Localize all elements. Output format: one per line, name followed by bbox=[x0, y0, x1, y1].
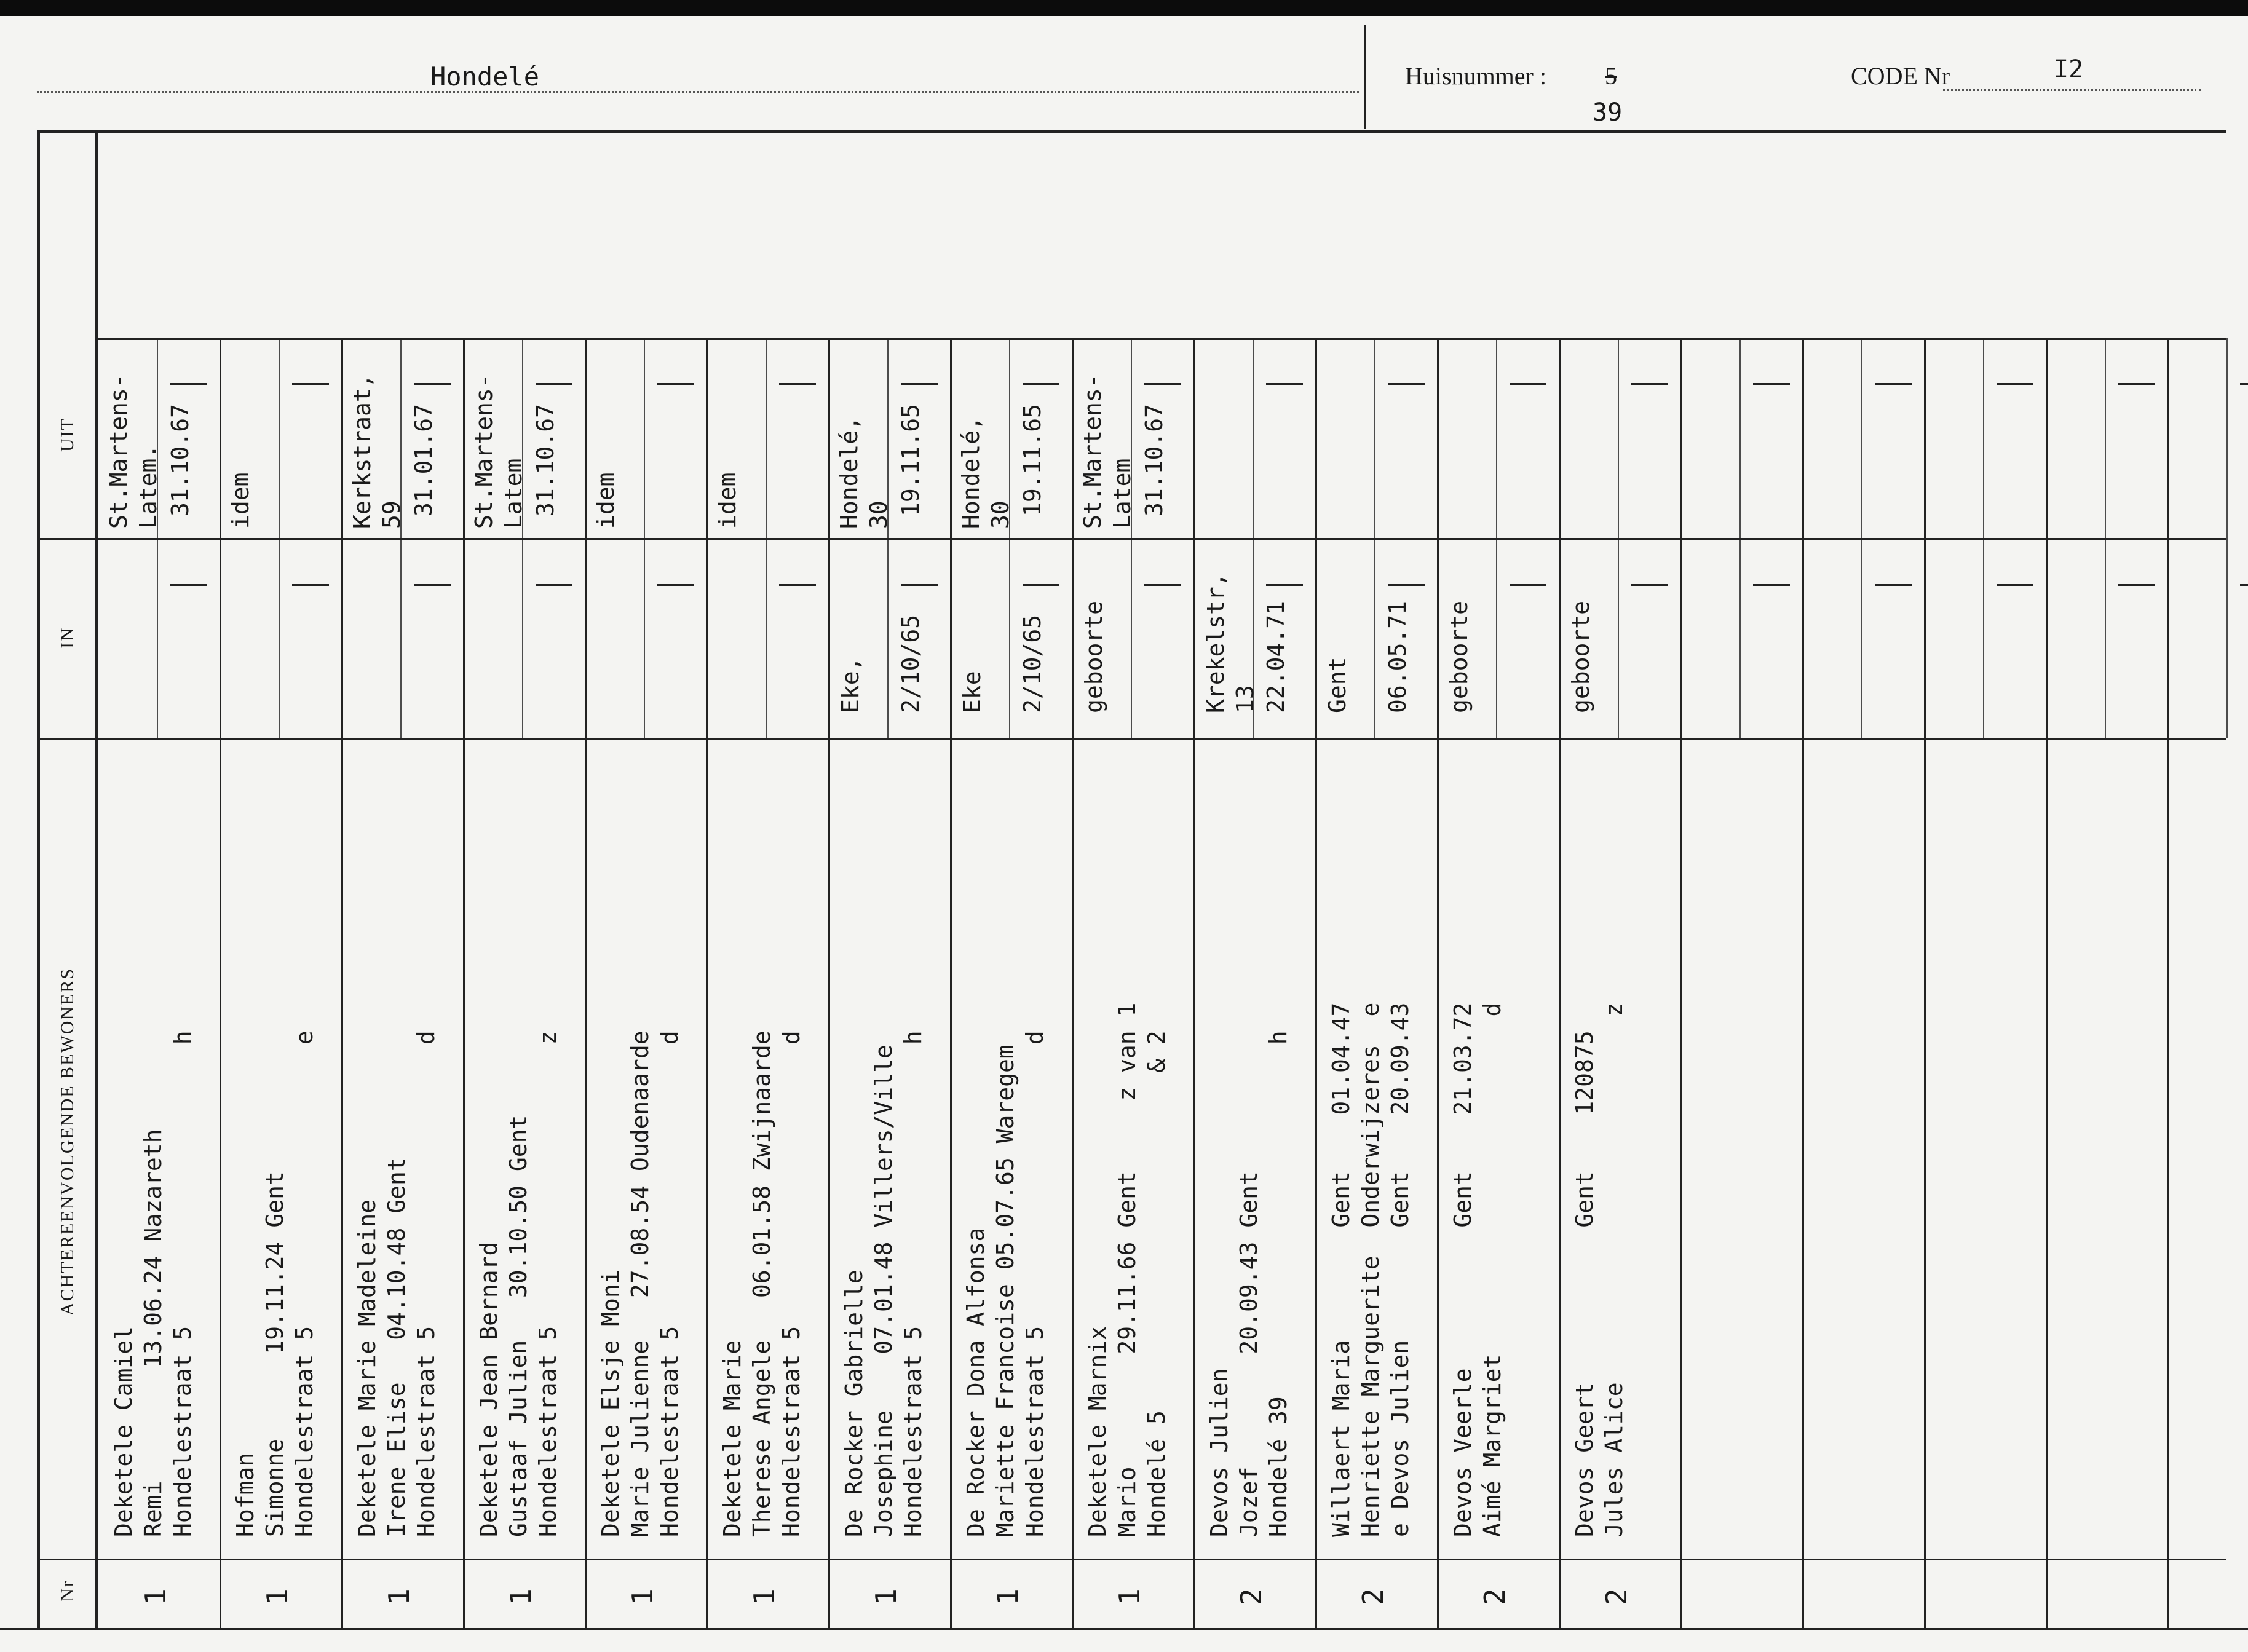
bewoners-nr-divider bbox=[37, 1559, 2226, 1560]
in-dash bbox=[414, 584, 451, 586]
in-dash bbox=[1144, 584, 1181, 586]
column-divider bbox=[1315, 338, 1317, 1629]
code-dotted-line bbox=[1943, 89, 2201, 91]
uit-date: 31.10.67 bbox=[167, 403, 194, 516]
in-date: 2/10/65 bbox=[1019, 614, 1046, 713]
column-divider bbox=[828, 338, 830, 1629]
street-dotted-line bbox=[37, 91, 1359, 93]
sub-divider bbox=[766, 338, 767, 738]
uit-place: idem bbox=[714, 472, 741, 529]
resident-details: Willaert Maria Gent 01.04.47 Henriette Marguerite Onderwijzeres e e Devos Julien Gent 20.09.43 bbox=[1328, 1002, 1414, 1537]
resident-details: De Rocker Gabrielle Josephine 07.01.48 Villers/Ville Hondelestraat 5 h bbox=[841, 1030, 927, 1537]
in-date: 2/10/65 bbox=[897, 614, 924, 713]
uit-dash bbox=[2240, 383, 2248, 385]
uit-place: St.Martens- Latem bbox=[1079, 374, 1136, 529]
resident-details: Devos Julien Jozef 20.09.43 Gent Hondelé 39 h bbox=[1206, 1030, 1292, 1537]
sub-divider bbox=[279, 338, 280, 738]
resident-nr: 2 bbox=[1356, 1588, 1390, 1605]
resident-nr: 1 bbox=[991, 1588, 1024, 1605]
resident-details: Deketele Elsje Moni Marie Julienne 27.08.54 Oudenaarde Hondelestraat 5 d bbox=[597, 1030, 683, 1537]
uit-top-line bbox=[95, 338, 2226, 340]
street-name: Hondelé bbox=[430, 61, 540, 92]
column-divider bbox=[950, 338, 952, 1629]
column-divider bbox=[2046, 338, 2048, 1629]
resident-details: Devos Geert Gent 120875 Jules Alice z bbox=[1571, 1002, 1628, 1537]
column-divider bbox=[1559, 338, 1561, 1629]
uit-place: idem bbox=[592, 472, 619, 529]
resident-nr: 1 bbox=[747, 1588, 781, 1605]
uit-dash bbox=[1266, 383, 1303, 385]
column-divider bbox=[585, 338, 587, 1629]
sub-divider bbox=[1983, 338, 1984, 738]
resident-nr: 1 bbox=[504, 1588, 537, 1605]
uit-place: Hondelé, 30 bbox=[957, 416, 1014, 529]
uit-dash bbox=[1023, 383, 1059, 385]
resident-details: Devos Veerle Gent 21.03.72 Aimé Margriet d bbox=[1449, 1002, 1506, 1537]
column-divider bbox=[341, 338, 343, 1629]
in-dash bbox=[1388, 584, 1425, 586]
uit-dash bbox=[779, 383, 816, 385]
nr-column-label: Nr bbox=[57, 1579, 77, 1602]
resident-nr: 1 bbox=[382, 1588, 416, 1605]
column-divider bbox=[706, 338, 708, 1629]
bewoners-column-label: ACHTEREENVOLGENDE BEWONERS bbox=[57, 967, 77, 1316]
in-dash bbox=[1023, 584, 1059, 586]
in-place: geboorte bbox=[1080, 600, 1107, 713]
sub-divider bbox=[2226, 338, 2228, 738]
in-dash bbox=[1997, 584, 2033, 586]
sub-divider bbox=[887, 338, 889, 738]
resident-nr: 1 bbox=[138, 1588, 172, 1605]
uit-place: St.Martens- Latem bbox=[470, 374, 527, 529]
column-divider bbox=[1802, 338, 1804, 1629]
in-bewoners-divider bbox=[37, 738, 2226, 740]
uit-dash bbox=[1753, 383, 1790, 385]
table-top-border bbox=[37, 130, 2226, 133]
sub-divider bbox=[1739, 338, 1741, 738]
sub-divider bbox=[1009, 338, 1010, 738]
in-place: Krekelstr, 13 bbox=[1202, 572, 1259, 713]
in-dash bbox=[170, 584, 207, 586]
in-dash bbox=[657, 584, 694, 586]
resident-nr: 1 bbox=[1112, 1588, 1146, 1605]
resident-nr: 2 bbox=[1234, 1588, 1268, 1605]
resident-nr: 2 bbox=[1599, 1588, 1633, 1605]
huisnummer-new: 39 bbox=[1593, 98, 1623, 127]
in-place: Gent bbox=[1324, 657, 1351, 713]
uit-place: St.Martens- Latem. bbox=[105, 374, 162, 529]
code-value: I2 bbox=[2054, 55, 2084, 84]
resident-details: Deketele Marie Madeleine Irene Elise 04.10.48 Gent Hondelestraat 5 d bbox=[354, 1030, 440, 1537]
uit-dash bbox=[414, 383, 451, 385]
in-place: geboorte bbox=[1446, 600, 1473, 713]
uit-dash bbox=[901, 383, 938, 385]
uit-date: 31.10.67 bbox=[532, 403, 559, 516]
huisnummer-old: 5 bbox=[1605, 62, 1617, 90]
resident-nr: 2 bbox=[1478, 1588, 1511, 1605]
in-dash bbox=[1753, 584, 1790, 586]
code-label: CODE Nr bbox=[1851, 62, 1950, 90]
sub-divider bbox=[1496, 338, 1497, 738]
resident-details: Deketele Marnix Mario 29.11.66 Gent z van 1 Hondelé 5 & 2 bbox=[1084, 1002, 1170, 1537]
uit-column-label: UIT bbox=[57, 417, 77, 452]
sub-divider bbox=[1861, 338, 1862, 738]
table-left-border bbox=[37, 130, 40, 1630]
uit-dash bbox=[1875, 383, 1912, 385]
uit-dash bbox=[536, 383, 572, 385]
resident-details: Hofman Simonne 19.11.24 Gent Hondelestraat 5 e bbox=[232, 1030, 318, 1537]
in-dash bbox=[536, 584, 572, 586]
column-divider bbox=[1193, 338, 1195, 1629]
uit-date: 19.11.65 bbox=[897, 403, 924, 516]
resident-details: Deketele Camiel Remi 13.06.24 Nazareth Hondelestraat 5 h bbox=[110, 1030, 196, 1537]
resident-details: De Rocker Dona Alfonsa Mariette Francoise 05.07.65 Waregem Hondelestraat 5 d bbox=[962, 1030, 1048, 1537]
in-date: 22.04.71 bbox=[1262, 600, 1289, 713]
sub-divider bbox=[1618, 338, 1619, 738]
in-place: Eke, bbox=[837, 657, 864, 713]
uit-place: Hondelé, 30 bbox=[836, 416, 892, 529]
in-dash bbox=[901, 584, 938, 586]
uit-date: 31.10.67 bbox=[1141, 403, 1168, 516]
in-dash bbox=[1631, 584, 1668, 586]
sub-divider bbox=[1374, 338, 1375, 738]
uit-place: idem bbox=[227, 472, 254, 529]
in-dash bbox=[1266, 584, 1303, 586]
huisnummer-label: Huisnummer : bbox=[1405, 62, 1546, 90]
column-divider bbox=[2167, 338, 2169, 1629]
resident-nr: 1 bbox=[869, 1588, 903, 1605]
sub-divider bbox=[644, 338, 645, 738]
uit-date: 19.11.65 bbox=[1019, 403, 1046, 516]
uit-dash bbox=[292, 383, 329, 385]
uit-dash bbox=[170, 383, 207, 385]
in-dash bbox=[1510, 584, 1546, 586]
column-divider bbox=[1072, 338, 1074, 1629]
in-dash bbox=[2118, 584, 2155, 586]
resident-nr: 1 bbox=[260, 1588, 294, 1605]
column-divider bbox=[1924, 338, 1926, 1629]
uit-dash bbox=[1388, 383, 1425, 385]
label-column-divider bbox=[95, 130, 98, 1630]
column-divider bbox=[1680, 338, 1682, 1629]
uit-dash bbox=[1997, 383, 2033, 385]
uit-dash bbox=[657, 383, 694, 385]
uit-dash bbox=[1631, 383, 1668, 385]
in-place: geboorte bbox=[1567, 600, 1594, 713]
resident-details: Deketele Marie Therese Angele 06.01.58 Zwijnaarde Hondelestraat 5 d bbox=[719, 1030, 805, 1537]
sub-divider bbox=[2105, 338, 2106, 738]
header-divider bbox=[1364, 25, 1366, 129]
resident-nr: 1 bbox=[625, 1588, 659, 1605]
uit-place: Kerkstraat, 59 bbox=[349, 374, 405, 529]
column-divider bbox=[1437, 338, 1439, 1629]
uit-date: 31.01.67 bbox=[410, 403, 437, 516]
in-dash bbox=[292, 584, 329, 586]
in-column-label: IN bbox=[57, 626, 77, 649]
resident-details: Deketele Jean Bernard Gustaaf Julien 30.10.50 Gent Hondelestraat 5 z bbox=[475, 1030, 561, 1537]
in-dash bbox=[2240, 584, 2248, 586]
scan-top-border bbox=[0, 0, 2248, 16]
uit-dash bbox=[1144, 383, 1181, 385]
column-divider bbox=[220, 338, 221, 1629]
column-divider bbox=[463, 338, 465, 1629]
in-dash bbox=[779, 584, 816, 586]
uit-dash bbox=[1510, 383, 1546, 385]
in-dash bbox=[1875, 584, 1912, 586]
in-date: 06.05.71 bbox=[1384, 600, 1411, 713]
table-bottom-border bbox=[0, 1628, 2248, 1630]
in-place: Eke bbox=[959, 671, 986, 713]
uit-dash bbox=[2118, 383, 2155, 385]
